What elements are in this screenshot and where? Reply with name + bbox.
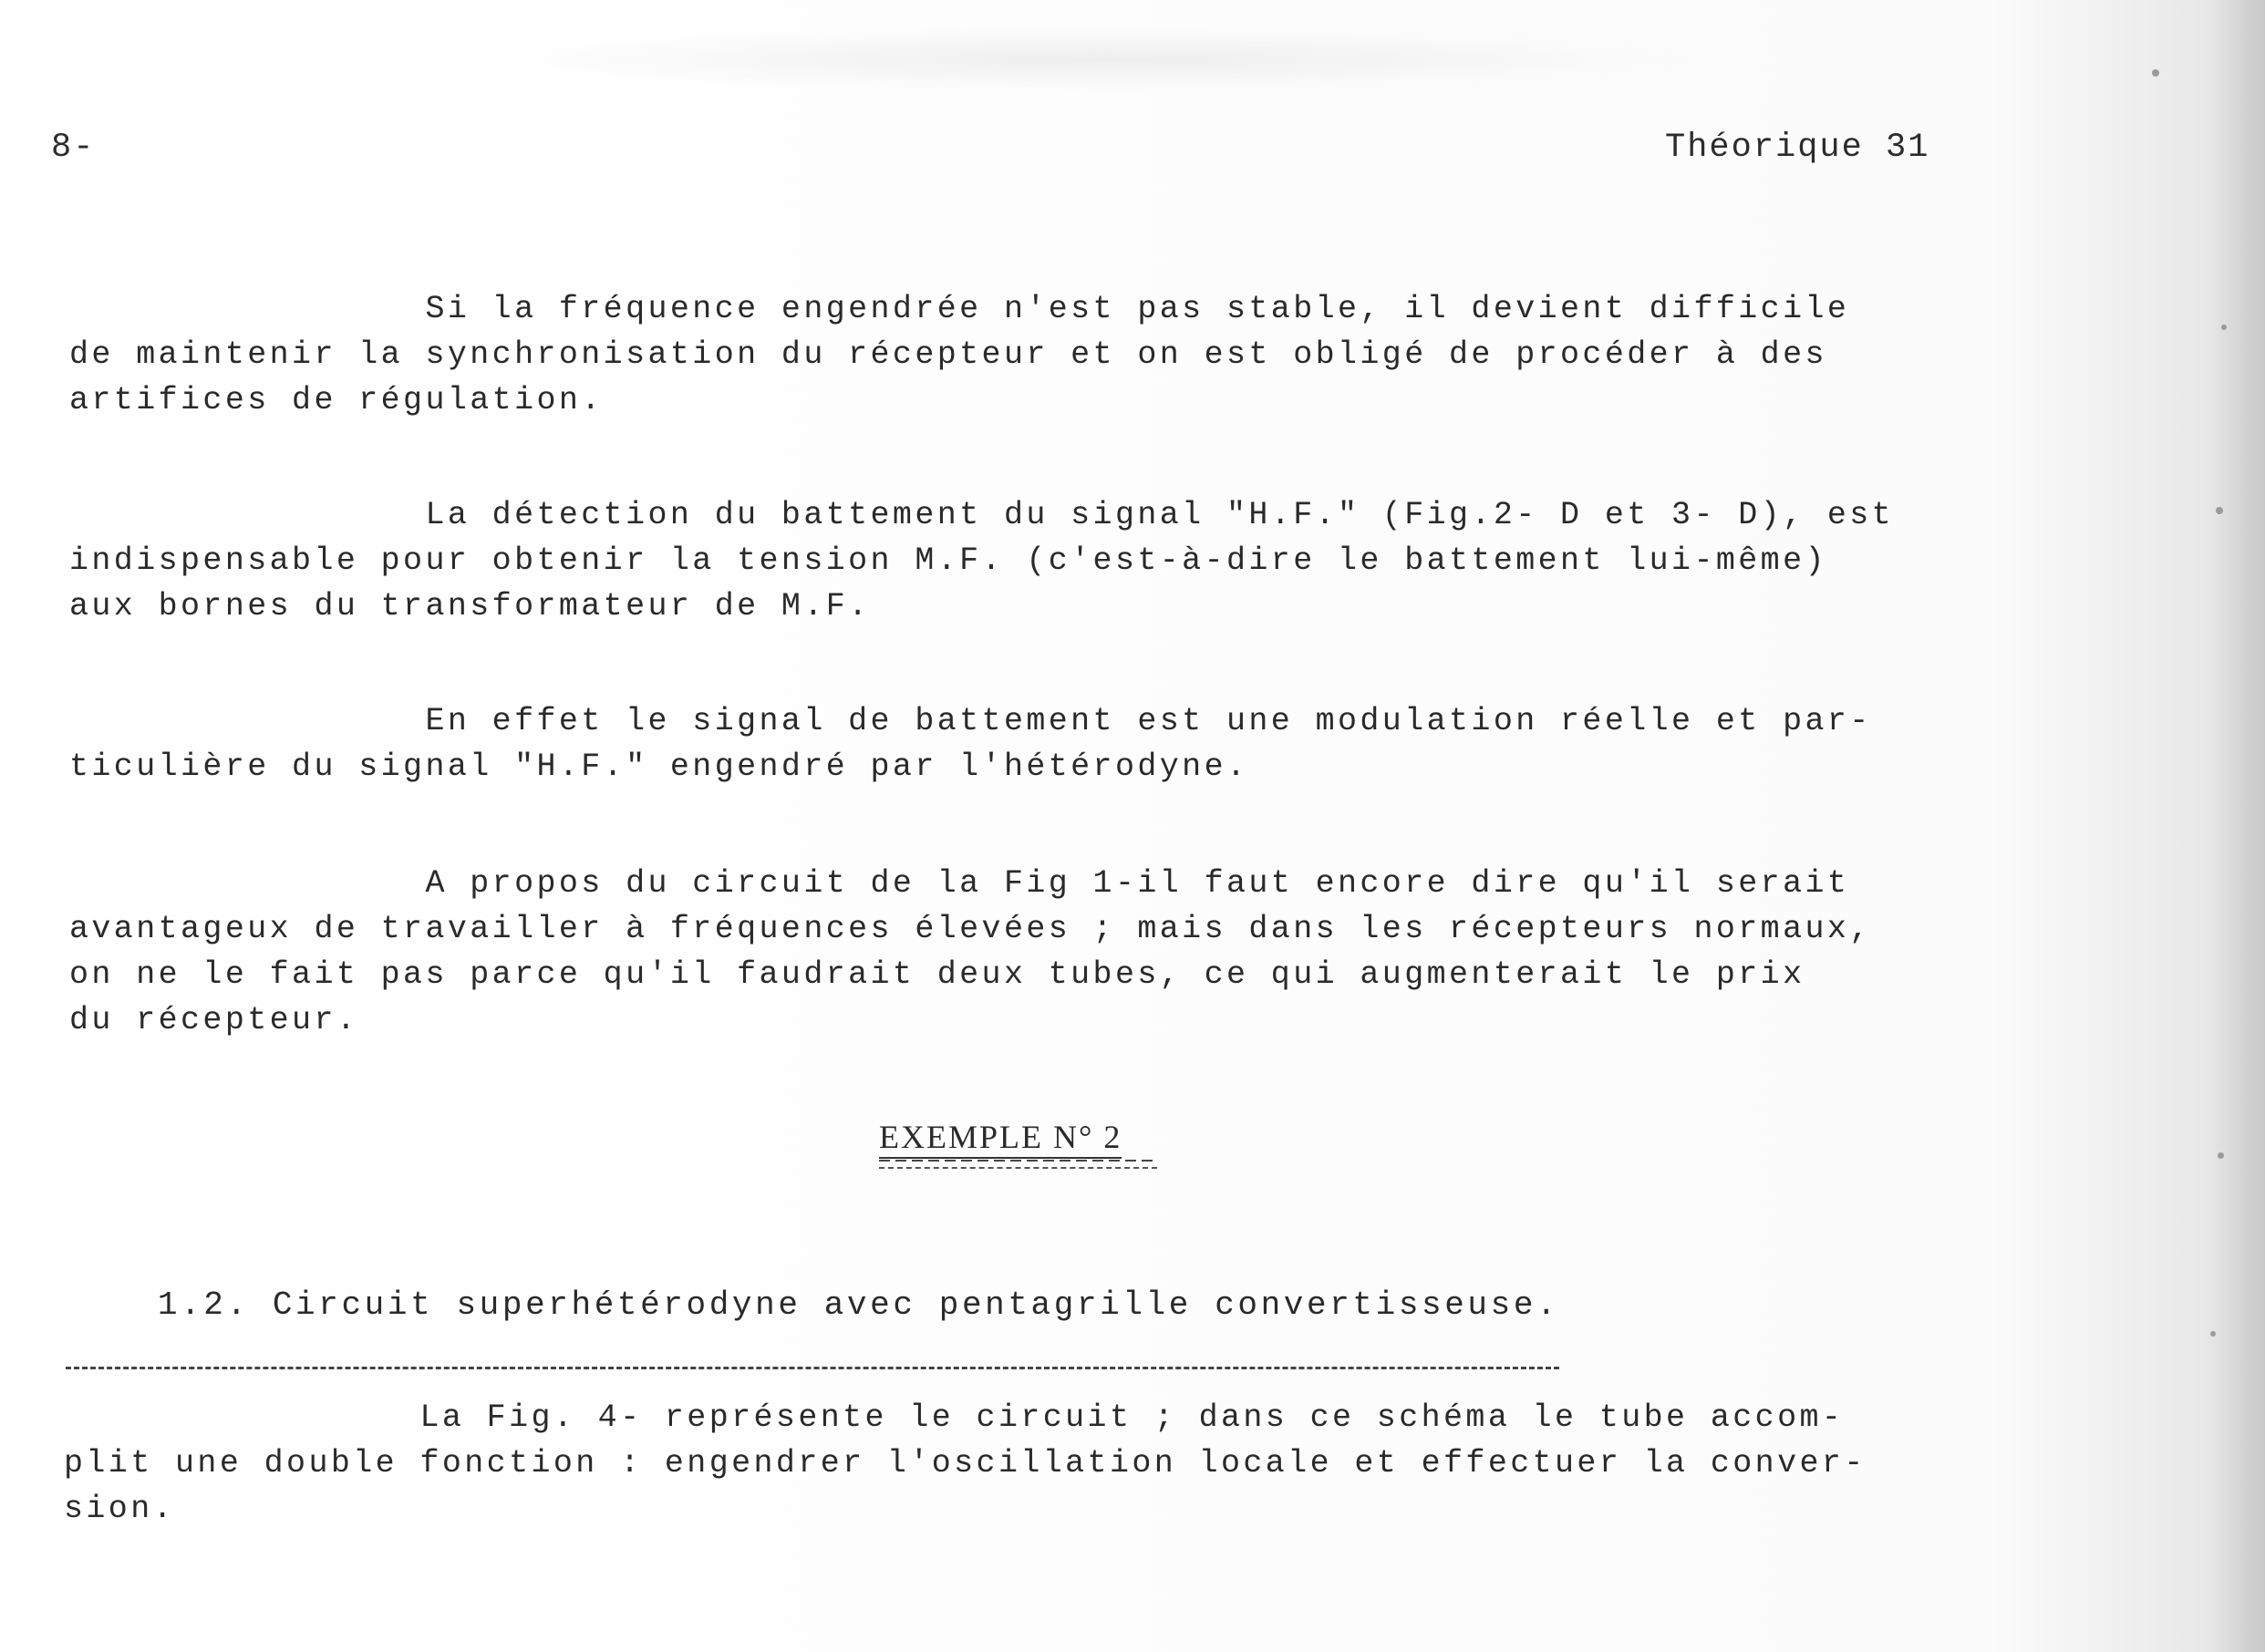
scan-speck [2216, 507, 2223, 514]
example-heading-underline [879, 1160, 1157, 1169]
text-line: indispensable pour obtenir la tension M.F. (c'est-à-dire le battement lui-même) [69, 542, 1827, 579]
scan-speck [2221, 325, 2227, 330]
text-line: aux bornes du transformateur de M.F. [69, 588, 871, 625]
text-line: La détection du battement du signal "H.F." (Fig.2- D et 3- D), est [69, 497, 1895, 533]
scan-smudge [511, 27, 1696, 91]
scan-speck [2152, 69, 2159, 77]
text-line: Si la fréquence engendrée n'est pas stable, il devient difficile [69, 291, 1850, 327]
paragraph-5 [64, 1395, 2006, 1532]
text-line: La Fig. 4- représente le circuit ; dans ce schéma le tube accom- [64, 1399, 1845, 1436]
paragraph-3 [69, 698, 2012, 790]
paragraph-1 [69, 286, 2012, 423]
scan-speck [2210, 1331, 2216, 1337]
text-line: En effet le signal de battement est une modulation réelle et par- [69, 703, 1872, 739]
text-line: artifices de régulation. [69, 382, 604, 418]
running-title: Théorique 31 [1665, 129, 1930, 167]
page-edge-shadow [2210, 0, 2265, 1652]
section-title-underline [66, 1367, 1559, 1369]
example-heading [879, 1118, 1157, 1169]
text-line: avantageux de travailler à fréquences élevées ; mais dans les récepteurs normaux, [69, 911, 1872, 947]
text-line: A propos du circuit de la Fig 1-il faut encore dire qu'il serait [69, 865, 1850, 902]
text-line: sion. [64, 1491, 176, 1527]
text-line: du récepteur. [69, 1002, 359, 1038]
paragraph-4 [69, 861, 2012, 1043]
paragraph-2 [69, 492, 2012, 629]
page-number: 8- [51, 129, 96, 167]
example-heading-text: EXEMPLE N° 2 [879, 1119, 1122, 1159]
scan-speck [2218, 1152, 2224, 1159]
text-line: plit une double fonction : engendrer l'oscillation locale et effectuer la conver- [64, 1445, 1867, 1482]
text-line: on ne le fait pas parce qu'il faudrait deux tubes, ce qui augmenterait le prix [69, 956, 1805, 993]
text-line: ticulière du signal "H.F." engendré par l'hétérodyne. [69, 749, 1249, 785]
section-title-text: 1.2. Circuit superhétérodyne avec pentagrille convertisseuse. [157, 1286, 1560, 1324]
text-line: de maintenir la synchronisation du récepteur et on est obligé de procéder à des [69, 336, 1827, 373]
